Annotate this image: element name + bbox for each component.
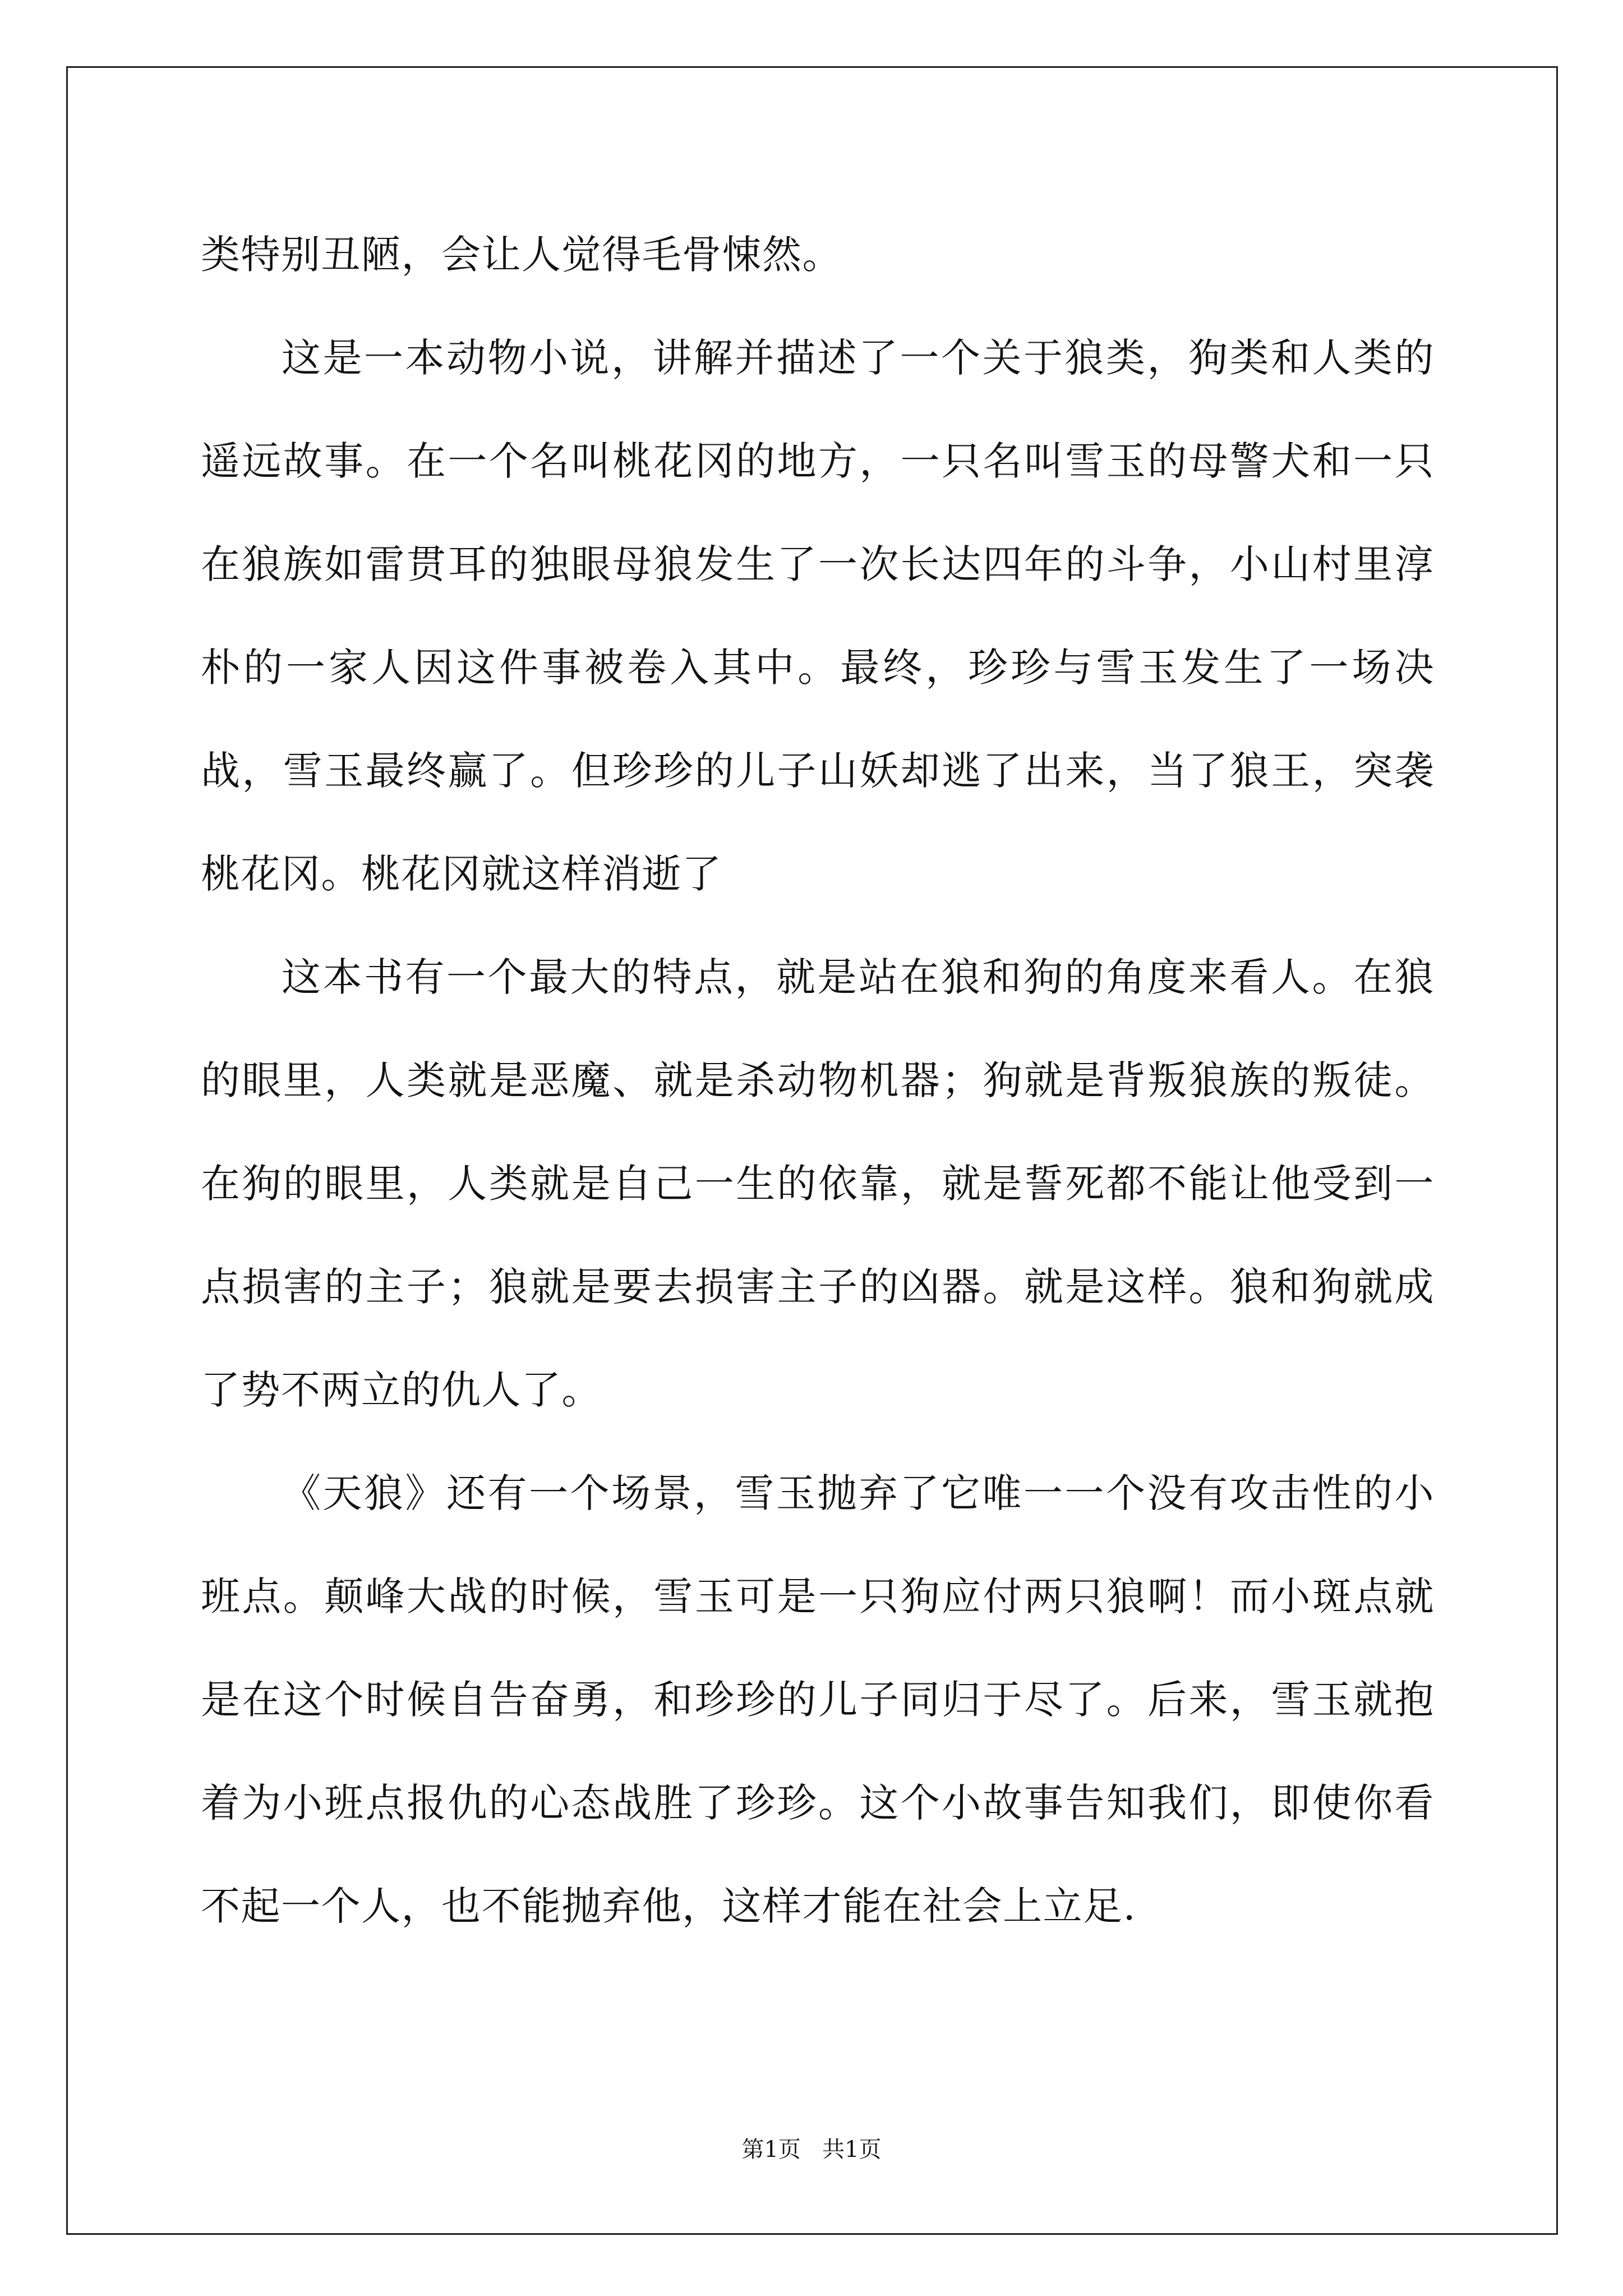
page-footer: 第1页 共1页 — [741, 2137, 882, 2162]
paragraph-3: 这本书有一个最大的特点，就是站在狼和狗的角度来看人。在狼的眼里，人类就是恶魔、就是杀动物机器；狗就是背叛狼族的叛徒。在狗的眼里，人类就是自己一生的依靠，就是誓死都不能让他受到一点损害的主子；狼就是要去损害主子的凶器。就是这样。狼和狗就成了势不两立的仇人了。 — [201, 954, 1435, 1413]
paragraph-4: 《天狼》还有一个场景，雪玉抛弃了它唯一一个没有攻击性的小班点。颠峰大战的时候，雪玉可是一只狗应付两只狼啊！而小斑点就是在这个时候自告奋勇，和珍珍的儿子同归于尽了。后来，雪玉就抱着为小班点报仇的心态战胜了珍珍。这个小故事告知我们，即使你看不起一个人，也不能抛弃他，这样才能在社会上立足. — [201, 1470, 1435, 1929]
paragraph-1: 类特别丑陋，会让人觉得毛骨悚然。 — [201, 232, 842, 278]
document-body — [201, 203, 1435, 1958]
paragraph-2: 这是一本动物小说，讲解并描述了一个关于狼类，狗类和人类的遥远故事。在一个名叫桃花冈的地方，一只名叫雪玉的母警犬和一只在狼族如雷贯耳的独眼母狼发生了一次长达四年的斗争，小山村里淳朴的一家人因这件事被卷入其中。最终，珍珍与雪玉发生了一场决战，雪玉最终赢了。但珍珍的儿子山妖却逃了出来，当了狼王，突袭桃花冈。桃花冈就这样消逝了 — [201, 335, 1435, 897]
